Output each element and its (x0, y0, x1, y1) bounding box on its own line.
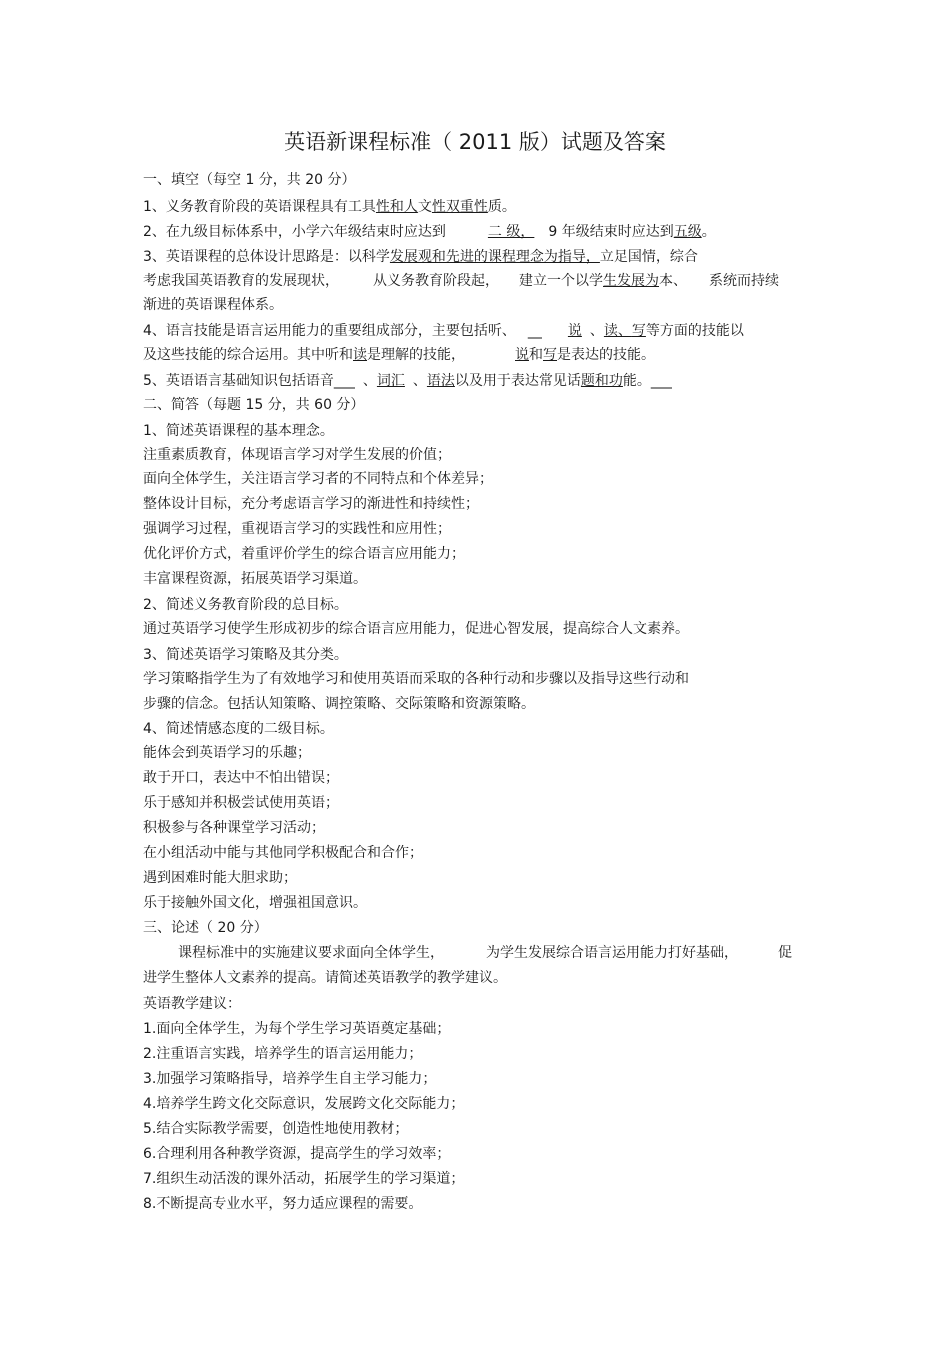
q2-4-answer: 乐于感知并积极尝试使用英语； (143, 795, 339, 811)
q1-4-l2-blank-1: 读 (353, 347, 367, 363)
suggestion-item: 2.注重语言实践，培养学生的语言运用能力； (143, 1046, 423, 1062)
q1-4-l2-blank-3: 写 (543, 347, 557, 363)
q1-1-blank-1: 性和人 (375, 199, 418, 215)
q1-4-l2-e: 和 (529, 347, 543, 363)
section-2-heading: 二、简答（每题 15 分，共 60 分） (143, 397, 365, 413)
suggestion-item: 4.培养学生跨文化交际意识，发展跨文化交际能力； (143, 1096, 465, 1112)
q2-4-question: 4、简述情感态度的二级目标。 (143, 721, 334, 737)
q1-3-l2-a: 考虑我国英语教育的发展现状， (143, 273, 339, 289)
q1-4-blank-1: 说 (567, 323, 582, 339)
q1-3-l2-c: 建立一个以学 (519, 273, 603, 289)
q1-3-text-a: 3、英语课程的总体设计思路是：以科学 (143, 249, 390, 265)
page-title: 英语新课程标准（ 2011 版）试题及答案 (284, 130, 666, 154)
q1-4-l2-g: 是表达的技能。 (557, 347, 655, 363)
q2-3-question: 3、简述英语学习策略及其分类。 (143, 647, 348, 663)
section-3-heading: 三、论述（ 20 分） (143, 920, 268, 936)
suggestion-item: 3.加强学习策略指导，培养学生自主学习能力； (143, 1071, 437, 1087)
q2-4-answer: 能体会到英语学习的乐趣； (143, 745, 311, 761)
q1-4-line-1 (143, 322, 744, 340)
q1-2-blank-1: 二 级， (487, 224, 535, 240)
q1-1-text-a: 1、义务教育阶段的英语课程具有工具 (143, 199, 376, 215)
q2-1-answer: 面向全体学生，关注语言学习者的不同特点和个体差异； (143, 471, 493, 487)
q1-4-text-a: 4、语言技能是语言运用能力的重要组成部分，主要包括听、 (143, 323, 516, 339)
q2-1-question: 1、简述英语课程的基本理念。 (143, 423, 334, 439)
q1-3-line-3: 渐进的英语课程体系。 (143, 297, 283, 313)
q2-4-answer: 遇到困难时能大胆求助； (143, 870, 297, 886)
q1-2-blank-2: 五级 (673, 224, 702, 240)
q1-5-blank-1: 词汇 (376, 373, 405, 389)
q1-1-blank-2: 性双重性 (431, 199, 488, 215)
essay-prompt-line-1 (178, 944, 792, 962)
q1-3-l2-b: 从义务教育阶段起， (373, 273, 499, 289)
q1-4-l2-blank-2: 说 (515, 347, 529, 363)
q2-1-answer: 注重素质教育，体现语言学习对学生发展的价值； (143, 447, 451, 463)
q1-4-text-g: 等方面的技能以 (645, 323, 744, 339)
suggestion-item: 7.组织生动活泼的课外活动，拓展学生的学习渠道； (143, 1171, 465, 1187)
q1-4-blank-3: 写 (631, 323, 646, 339)
essay-prompt-a: 课程标准中的实施建议要求面向全体学生， (178, 945, 444, 961)
section-1-heading: 一、填空（每空 1 分，共 20 分） (143, 172, 356, 188)
suggestion-item: 8.不断提高专业水平，努力适应课程的需要。 (143, 1196, 423, 1212)
q1-1-text-c: 文 (417, 199, 432, 215)
q1-5-sep-1: 、 (362, 373, 377, 389)
q1-5-sep-2: 、 (412, 373, 427, 389)
answer-heading: 英语教学建议： (143, 996, 241, 1012)
q1-1-text-e: 质。 (487, 199, 516, 215)
q1-1-line (143, 198, 516, 216)
suggestion-item: 5.结合实际教学需要，创造性地使用教材； (143, 1121, 409, 1137)
q2-1-answer: 整体设计目标，充分考虑语言学习的渐进性和持续性； (143, 496, 479, 512)
q1-5-blank-2: 语法 (426, 373, 455, 389)
q1-5-text-g: 以及用于表达常见话 (454, 373, 581, 389)
q1-2-text-c: 9 年级结束时应达到 (548, 224, 674, 240)
q2-3-answer-line-1: 学习策略指学生为了有效地学习和使用英语而采取的各种行动和步骤以及指导这些行动和 (143, 671, 689, 687)
suggestion-item: 1.面向全体学生，为每个学生学习英语奠定基础； (143, 1021, 451, 1037)
q2-1-answer: 丰富课程资源，拓展英语学习渠道。 (143, 571, 367, 587)
q2-4-answer: 在小组活动中能与其他同学积极配合和合作； (143, 845, 423, 861)
q2-4-answer: 敢于开口，表达中不怕出错误； (143, 770, 339, 786)
q2-1-answer: 优化评价方式，着重评价学生的综合语言应用能力； (143, 546, 465, 562)
q1-5-text-a: 5、英语语言基础知识包括语音 (143, 373, 334, 389)
q1-4-blank-line: __ (527, 323, 542, 339)
essay-prompt-line-2: 进学生整体人文素养的提高。请简述英语教学的教学建议。 (143, 970, 507, 986)
q2-4-answer: 乐于接触外国文化，增强祖国意识。 (143, 895, 367, 911)
q2-1-answer: 强调学习过程，重视语言学习的实践性和应用性； (143, 521, 451, 537)
q1-3-blank: 发展观和先进的课程理念为指导， (389, 249, 600, 265)
q1-4-l2-c: 是理解的技能， (367, 347, 465, 363)
q1-2-text-a: 2、在九级目标体系中，小学六年级结束时应达到 (143, 224, 446, 240)
q1-5-text-i: 能。___ (622, 373, 672, 389)
q1-4-l2-a: 及这些技能的综合运用。其中听和 (143, 347, 353, 363)
q1-3-line-2 (143, 272, 779, 290)
q2-4-answer: 积极参与各种课堂学习活动； (143, 820, 325, 836)
q1-5-blank-3: 题和功 (580, 373, 623, 389)
q1-2-line (143, 223, 716, 241)
essay-prompt-b: 为学生发展综合语言运用能力打好基础， (486, 945, 738, 961)
q1-3-l2-f: 系统而持续 (709, 273, 779, 289)
q1-4-blank-2: 读、 (603, 323, 632, 339)
q1-2-text-e: 。 (701, 224, 716, 240)
q1-4-text-d: 、 (589, 323, 604, 339)
q2-2-question: 2、简述义务教育阶段的总目标。 (143, 597, 348, 613)
q1-4-line-2 (143, 346, 655, 364)
q2-2-answer: 通过英语学习使学生形成初步的综合语言应用能力，促进心智发展，提高综合人文素养。 (143, 621, 689, 637)
q1-5-blank-line: ___ (333, 373, 355, 389)
q1-3-l2-blank: 生发展为 (603, 273, 659, 289)
essay-prompt-c: 促 (778, 945, 792, 961)
q1-5-line (143, 372, 672, 390)
suggestion-item: 6.合理利用各种教学资源，提高学生的学习效率； (143, 1146, 451, 1162)
q1-3-line-1 (143, 248, 698, 266)
q2-3-answer-line-2: 步骤的信念。包括认知策略、调控策略、交际策略和资源策略。 (143, 696, 535, 712)
q1-3-text-c: 立足国情，综合 (599, 249, 698, 265)
q1-3-l2-e: 本、 (659, 273, 687, 289)
